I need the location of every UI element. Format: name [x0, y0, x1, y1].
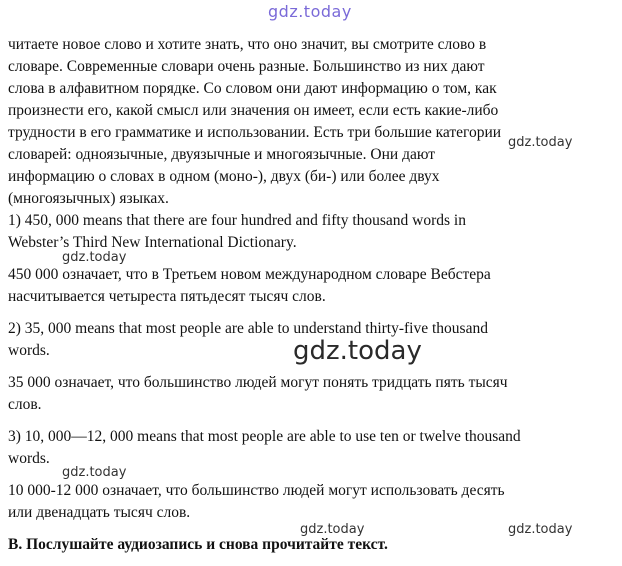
item-3-russian: 10 000-12 000 означает, что большинство людей могут использовать десять или двенадцать тысяч слов. — [8, 482, 505, 521]
watermark-bottom-right: gdz.today — [508, 522, 573, 537]
watermark-left-1: gdz.today — [62, 250, 127, 265]
watermark-top: gdz.today — [268, 2, 352, 21]
watermark-bottom-middle: gdz.today — [300, 522, 365, 537]
watermark-center: gdz.today — [293, 336, 422, 366]
item-1-english: 1) 450, 000 means that there are four hundred and fifty thousand words in Webster’s Third New International Dictionary. — [8, 212, 466, 251]
intro-paragraph: читаете новое слово и хотите знать, что оно значит, вы смотрите слово в словаре. Современные словари очень разные. Большинство из них дают слова в алфавитном порядке. Со словом они дают информацию о том, как произнести его, какой смысл или значения он имеет, если есть какие-либо трудности в его грамматике и использовании. Есть три большие категории словарей: одноязычные, двуязычные и многоязычные. Они дают информацию о словах в одном (моно-), двух (би-) или более двух (многоязычных) языках. — [8, 36, 502, 207]
task-heading: В. Послушайте аудиозапись и снова прочитайте текст. — [8, 536, 388, 553]
watermark-left-2: gdz.today — [62, 465, 127, 480]
item-1-russian: 450 000 означает, что в Третьем новом международном словаре Вебстера насчитывается четыреста пятьдесят тысяч слов. — [8, 266, 491, 305]
item-2-english: 2) 35, 000 means that most people are able to understand thirty-five thousand words. — [8, 320, 488, 359]
item-2-russian: 35 000 означает, что большинство людей могут понять тридцать пять тысяч слов. — [8, 374, 508, 413]
watermark-right: gdz.today — [508, 135, 573, 150]
item-3-english: 3) 10, 000—12, 000 means that most people are able to use ten or twelve thousand words. — [8, 428, 521, 467]
